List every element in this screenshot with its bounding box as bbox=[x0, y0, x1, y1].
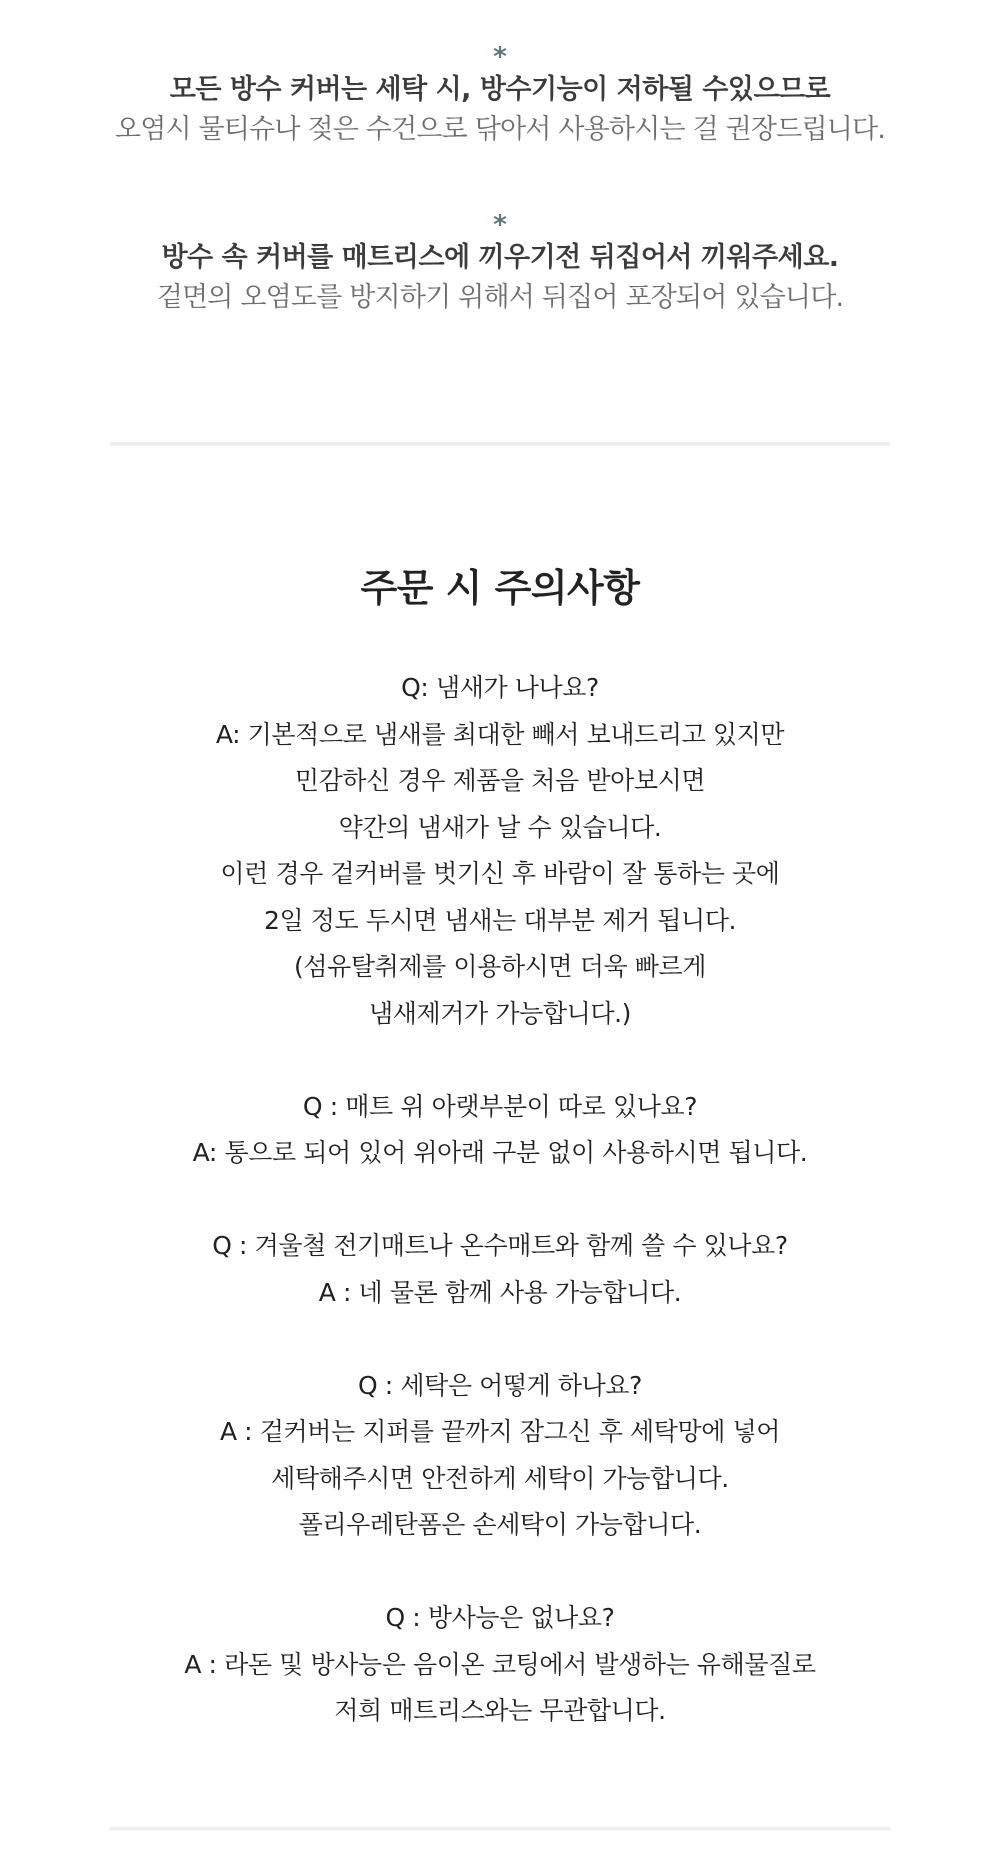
faq-item-smell bbox=[0, 665, 1000, 1037]
faq-question: Q : 매트 위 아랫부분이 따로 있나요? bbox=[302, 1091, 698, 1121]
faq-answer-line: A : 겉커버는 지퍼를 끝까지 잠그신 후 세탁망에 넣어 bbox=[219, 1417, 781, 1446]
faq-spacer bbox=[0, 1177, 1000, 1224]
faq-answer-line: 이런 경우 겉커버를 벗기신 후 바람이 잘 통하는 곳에 bbox=[220, 859, 780, 888]
faq-answer-line: 약간의 냄새가 날 수 있습니다. bbox=[338, 812, 662, 842]
faq-spacer bbox=[0, 1549, 1000, 1596]
notice-bold-text: 모든 방수 커버는 세탁 시, 방수기능이 저하될 수있으므로 bbox=[169, 74, 831, 105]
faq-question: Q : 세탁은 어떻게 하나요? bbox=[357, 1370, 643, 1400]
faq-answer-line: A : 라돈 및 방사능은 음이온 코팅에서 발생하는 유해물질로 bbox=[184, 1649, 816, 1679]
faq-answer-line: 냄새제거가 가능합니다.) bbox=[369, 998, 631, 1028]
notice-light-text: 오염시 물티슈나 젖은 수건으로 닦아서 사용하시는 걸 권장드립니다. bbox=[114, 114, 886, 145]
faq-question: Q : 방사능은 없나요? bbox=[385, 1603, 615, 1632]
faq-answer-line: A: 통으로 되어 있어 위아래 구분 없이 사용하시면 됩니다. bbox=[192, 1138, 808, 1167]
notice-inner-cover bbox=[0, 212, 1000, 318]
asterisk-mark: * bbox=[493, 210, 507, 240]
notice-washing bbox=[0, 44, 1000, 150]
faq-spacer bbox=[0, 1037, 1000, 1084]
faq-item-washing bbox=[0, 1363, 1000, 1549]
section-divider bbox=[110, 442, 890, 446]
asterisk-mark: * bbox=[493, 42, 507, 72]
faq-question: Q : 겨울철 전기매트나 온수매트와 함께 쓸 수 있나요? bbox=[212, 1231, 788, 1260]
notice-light-text: 겉면의 오염도를 방지하기 위해서 뒤집어 포장되어 있습니다. bbox=[156, 282, 844, 313]
faq-answer-line: A: 기본적으로 냄새를 최대한 빼서 보내드리고 있지만 bbox=[215, 719, 785, 749]
faq-spacer bbox=[0, 1316, 1000, 1363]
faq-answer-line: 민감하신 경우 제품을 처음 받아보시면 bbox=[294, 766, 706, 795]
faq-answer-line: 2일 정도 두시면 냄새는 대부분 제거 됩니다. bbox=[263, 905, 737, 935]
faq-list bbox=[0, 665, 1000, 1735]
faq-answer-line: 저희 매트리스와는 무관합니다. bbox=[334, 1696, 666, 1725]
faq-answer-line: 폴리우레탄폼은 손세탁이 가능합니다. bbox=[298, 1510, 702, 1539]
faq-item-radiation bbox=[0, 1595, 1000, 1735]
faq-item-top-bottom bbox=[0, 1084, 1000, 1177]
notice-bold-text: 방수 속 커버를 매트리스에 끼우기전 뒤집어서 끼워주세요. bbox=[161, 242, 839, 273]
faq-answer-line: 세탁해주시면 안전하게 세탁이 가능합니다. bbox=[271, 1463, 729, 1493]
faq-answer-line: A : 네 물론 함께 사용 가능합니다. bbox=[318, 1277, 682, 1307]
faq-question: Q: 냄새가 나나요? bbox=[401, 673, 599, 702]
faq-answer-line: (섬유탈취제를 이용하시면 더욱 빠르게 bbox=[294, 952, 706, 981]
section-title: 주문 시 주의사항 bbox=[360, 566, 640, 610]
faq-item-heating-mat bbox=[0, 1223, 1000, 1316]
section-divider bbox=[110, 1827, 890, 1831]
